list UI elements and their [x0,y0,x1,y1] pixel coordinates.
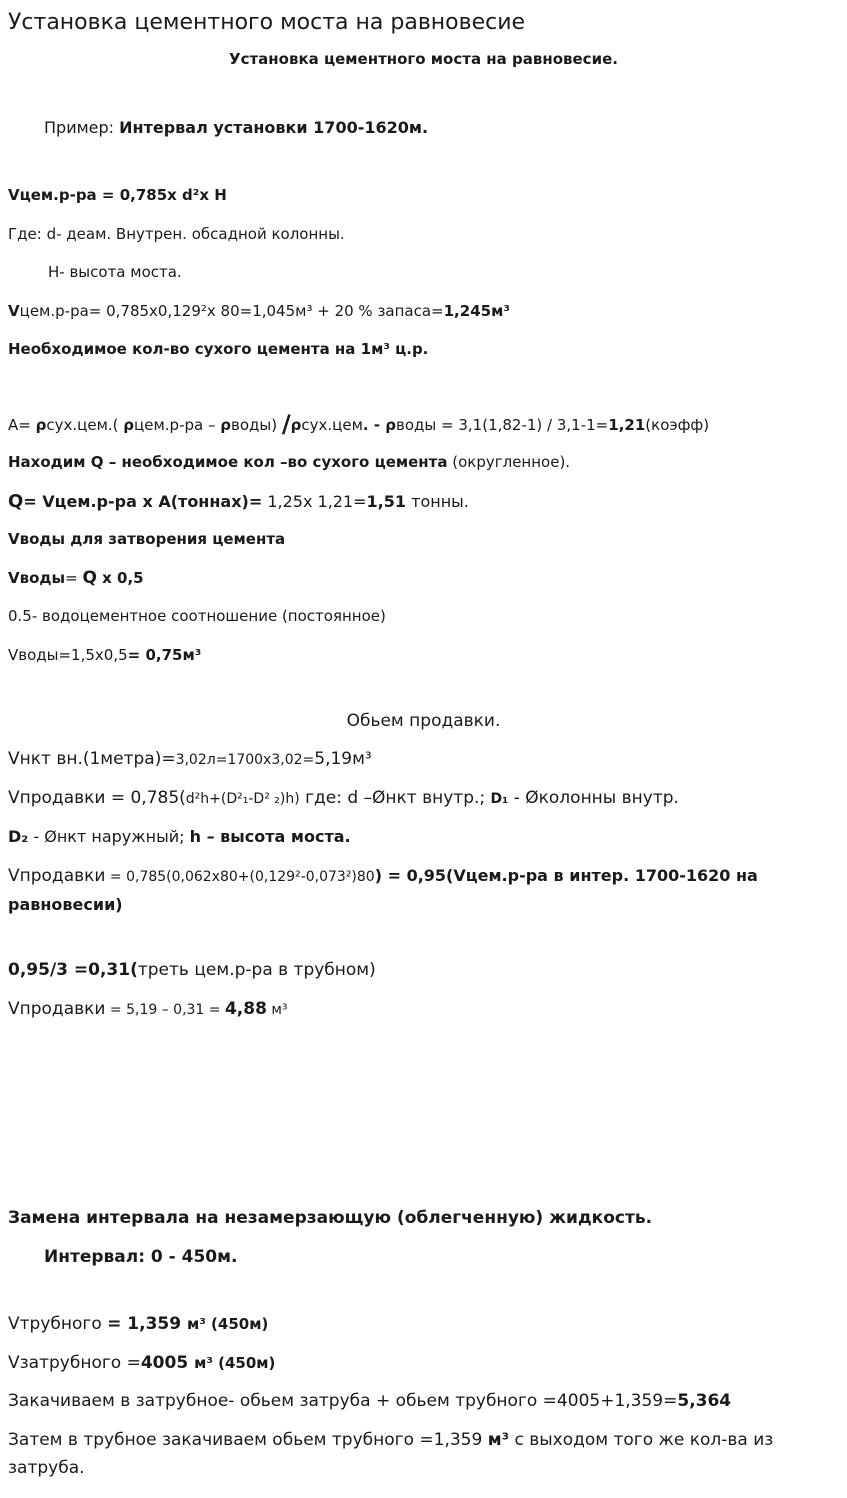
water-calc: Vводы=1,5х0,5 [8,646,128,664]
water-heading: Vводы для затворения цемента [8,530,286,548]
rho-symbol: ρ [220,416,231,434]
d2-line [8,827,351,846]
annulus-volume-line [8,1353,275,1373]
prod-c: где: d –Øнкт внутр.; [299,788,491,808]
q-result: 1,51 [366,492,407,511]
d2-h: h – высота моста. [189,827,351,846]
find-q-rest: (округленное). [447,453,571,471]
rho-symbol: ρ [290,416,302,434]
example-value: Интервал установки 1700-1620м. [119,118,429,137]
third-rest: треть цем.р-ра в трубном) [137,960,376,980]
coefficient-a-line [8,410,709,439]
section-heading-bridge: Установка цементного моста на равновесие. [229,50,618,68]
q-unit: тонны. [406,492,469,511]
final-b: = 5,19 – 0,31 = [105,1002,225,1018]
q-formula-bold: = Vцем.р-ра х А(тоннах)= [23,492,263,511]
volume-formula: Vцем.р-ра = 0,785х d²х Н [8,186,227,204]
displacement-formula-line [8,788,679,808]
d2-rest: - Øнкт наружный; [28,827,190,846]
volume-calc-line [8,302,510,320]
section-heading-replacement: Замена интервала на незамерзающую (облегченную) жидкость. [8,1208,653,1228]
calc-a: Vпродавки [8,866,106,886]
q-symbol: Q [8,491,24,512]
water-formula-v: Vводы [8,569,66,587]
where-h-line: Н- высота моста. [48,263,182,281]
rho-symbol: ρ [35,416,47,434]
example-label: Пример: [44,118,120,137]
third-bold: 0,95/3 =0,31( [8,960,138,980]
water-formula-eq: = [65,569,83,587]
volume-calc-result: 1,245м³ [443,302,510,320]
rho-symbol: ρ [123,416,135,434]
nkt-b: 3,02л=1700х3,02= [175,752,315,768]
where-d-line: Где: d- деам. Внутрен. обсадной колонны. [8,225,345,243]
third-line [8,960,376,980]
tube-volume-line [8,1314,268,1334]
a-part1: А= [8,416,36,434]
water-result: = 0,75м³ [127,646,202,664]
final-c: 4,88 [224,999,267,1019]
prod-b: d²h+(D²₁-D² ₂)h) [185,791,300,807]
tube-c: м³ (450м) [186,1315,269,1333]
final-d: м³ [266,1002,288,1018]
volume-calc-text: цем.р-ра= 0,785х0,129²х 80=1,045м³ + 20 % запаса= [19,302,444,320]
tube-b: = 1,359 [107,1314,187,1334]
annulus-a: Vзатрубного = [8,1353,141,1373]
q-calc: 1,25х 1,21= [262,492,367,511]
prod-a: Vпродавки = 0,785( [8,788,186,808]
dry-cement-heading: Необходимое кол-во сухого цемента на 1м³ ц.р. [8,340,429,358]
pump2-b: м³ [487,1430,510,1450]
pump-tube-line [8,1426,828,1482]
final-displacement-line [8,999,288,1019]
nkt-c: 5,19м³ [314,749,372,769]
rho-symbol: ρ [385,416,397,434]
calc-c: ) = 0,95(Vцем.р-ра в интер. 1700-1620 на равновесии) [8,866,758,914]
water-formula-rest: х 0,5 [96,569,144,587]
annulus-b: 4005 [140,1353,195,1373]
water-formula-q: Q [82,568,97,588]
d2-label: D₂ [8,827,29,846]
example-line [44,118,428,137]
final-a: Vпродавки [8,999,106,1019]
a-part5: сух.цем [301,416,363,434]
prod-e: - Øколонны внутр. [508,788,679,808]
nkt-a: Vнкт вн.(1метра)= [8,749,176,769]
calc-b: = 0,785(0,062х80+(0,129²-0,073²)80 [105,869,375,885]
a-part4: воды) [231,416,282,434]
a-part7: воды = 3,1(1,82-1) / 3,1-1= [396,416,609,434]
q-formula-line [8,491,469,513]
tube-a: Vтрубного [8,1314,108,1334]
a-part2: сух.цем.( [46,416,124,434]
find-q-line [8,453,570,471]
displacement-calc-line [8,862,828,919]
a-result: 1,21 [608,416,646,434]
find-q-bold: Находим Q – необходимое кол –во сухого цемента [8,453,448,471]
annulus-c: м³ (450м) [194,1354,276,1372]
water-calc-line [8,646,201,664]
volume-v: V [8,302,20,320]
pump1-a: Закачиваем в затрубное- обьем затруба + обьем трубного =4005+1,359= [8,1391,678,1411]
a-suffix: (коэфф) [645,416,710,434]
page-title: Установка цементного моста на равновесие [8,10,526,35]
nkt-volume-line [8,749,372,769]
division-slash: / [281,410,291,438]
pump2-a: Затем в трубное закачиваем обьем трубного =1,359 [8,1430,488,1450]
water-formula-line [8,568,144,588]
prod-d1: D₁ [490,791,509,807]
wc-ratio-line: 0.5- водоцементное соотношение (постоянное) [8,607,386,625]
interval-line: Интервал: 0 - 450м. [44,1247,238,1267]
a-part3: цем.р-ра – [134,416,221,434]
pump1-b: 5,364 [677,1391,732,1411]
a-part6: . - [362,416,386,434]
pump2-c: с выходом того же кол-ва из затруба. [8,1430,774,1478]
pump-annulus-line [8,1391,731,1411]
section-heading-displacement: Обьем продавки. [346,711,501,731]
